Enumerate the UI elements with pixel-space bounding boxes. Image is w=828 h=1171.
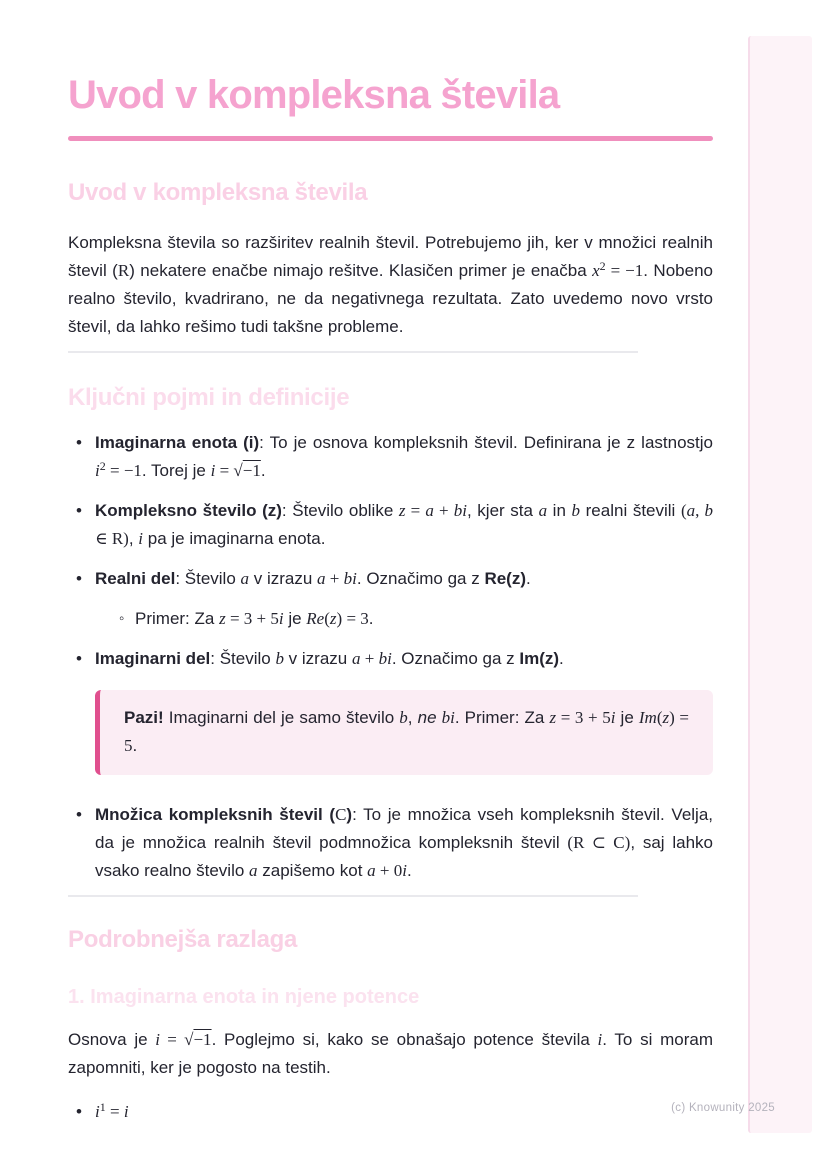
bullet-icon: •: [76, 569, 82, 588]
title-underline: [68, 136, 713, 141]
page-title: Uvod v kompleksna števila: [68, 73, 560, 117]
bullet-icon: •: [76, 805, 82, 824]
list-item-real-part: [68, 565, 713, 633]
bullet-icon: •: [76, 501, 82, 520]
list-item-text: $i^1 = i$: [95, 1100, 129, 1121]
subsection-heading-powers: 1. Imaginarna enota in njene potence: [68, 986, 420, 1008]
warning-callout-text: Pazi! Imaginarni del je samo število b, ne bi. Primer: Za z = 3 + 5i je Im(z) = 5.: [124, 708, 689, 755]
list-item-complex-set: [68, 801, 713, 885]
list-item-text: Množica kompleksnih števil (C): To je množica vseh kompleksnih števil. Velja, da je množica realnih števil podmnožica kompleksnih števil (R ⊂ C), saj lahko vsako realno število a zapišemo kot a + 0i.: [95, 805, 714, 880]
sub-list-item-example: [95, 605, 713, 633]
intro-paragraph: Kompleksna števila so razširitev realnih števil. Potrebujemo jih, ker v množici realnih števil (R) nekatere enačbe nimajo rešitve. Klasičen primer je enačba $x^2 = -1$. Nobeno realno število, kvadrirano, ne da negativnega rezultata. Zato uvedemo novo vrsto števil, da lahko rešimo tudi takšne probleme.: [68, 233, 713, 336]
example-sub-list: [95, 605, 713, 633]
bullet-icon: •: [76, 1102, 82, 1121]
sub-bullet-icon: ◦: [119, 610, 125, 627]
detail-paragraph: Osnova je i = √−1. Poglejmo si, kako se obnašajo potence števila i. To si moram zapomniti, ker je pogosto na testih.: [68, 1030, 714, 1077]
key-concepts-list: [68, 429, 713, 673]
list-item-imaginary-part: [68, 645, 713, 673]
section-heading-intro: Uvod v kompleksna števila: [68, 179, 368, 206]
list-item-i-power-1: [68, 1098, 713, 1126]
warning-callout: [95, 690, 713, 775]
watermark: (c) Knowunity 2025: [671, 1102, 775, 1114]
powers-list: [68, 1098, 713, 1126]
list-item-text: Kompleksno število (z): Število oblike z = a + bi, kjer sta a in b realni števili (a, b ∈ R), i pa je imaginarna enota.: [95, 501, 713, 548]
bullet-icon: •: [76, 649, 82, 668]
list-item-imaginary-unit: [68, 429, 713, 485]
section-heading-key-concepts: Ključni pojmi in definicije: [68, 384, 350, 411]
bullet-icon: •: [76, 433, 82, 452]
list-item-text: Imaginarna enota (i): To je osnova kompleksnih števil. Definirana je z lastnostjo $i^2 = -1$. Torej je i = √−1.: [95, 433, 713, 480]
section-divider: [68, 895, 638, 897]
list-item-text: Imaginarni del: Število b v izrazu a + bi. Označimo ga z Im(z).: [95, 649, 564, 668]
list-item-text: Realni del: Število a v izrazu a + bi. Označimo ga z Re(z).: [95, 569, 531, 588]
sub-list-item-text: Primer: Za z = 3 + 5i je Re(z) = 3.: [135, 609, 374, 628]
section-heading-detail: Podrobnejša razlaga: [68, 926, 298, 953]
list-item-complex-number: [68, 497, 713, 553]
document-content: [68, 0, 713, 1126]
key-concepts-list-continued: [68, 801, 713, 885]
section-divider: [68, 351, 638, 353]
page-edge-decoration: [748, 36, 812, 1133]
